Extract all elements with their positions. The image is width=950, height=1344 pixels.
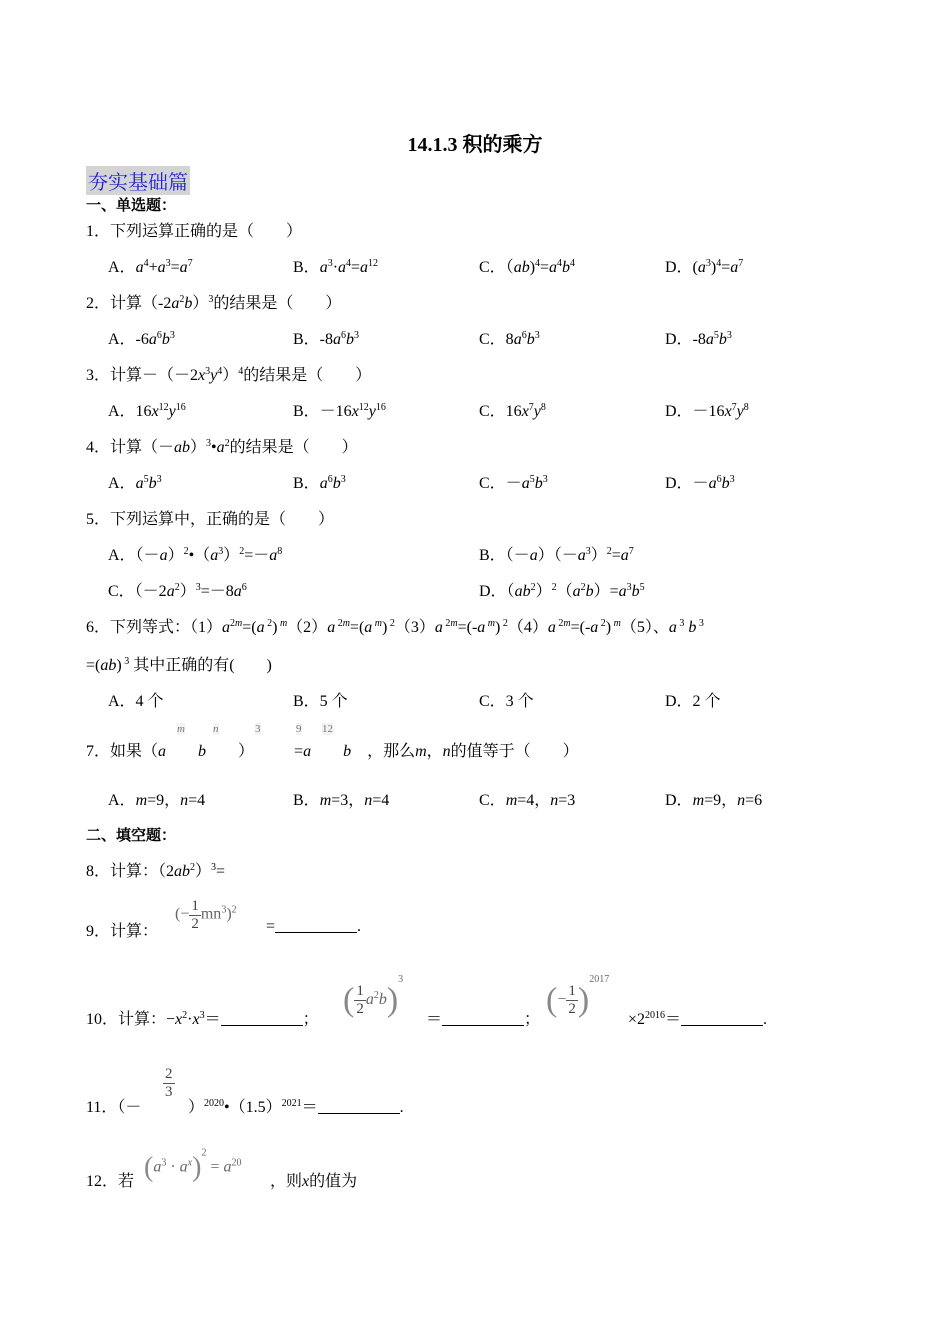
question-3-option-b: B．$-16x^{12}y^{16}$ — [293, 402, 386, 420]
question-4-option-d: D．$-a^6b^3$ — [665, 474, 735, 492]
q10-expression-1: ( $\frac{1}{2}$ $a^2b)^3$ — [343, 974, 404, 1019]
question-4-option-b: B．$a^6b^3$ — [293, 474, 346, 492]
page-title: 14.1.3 积的乘方 — [407, 134, 543, 156]
question-5-stem: 5．下列运算中，正确的是（ ） — [86, 511, 335, 528]
answer-blank[interactable] — [681, 1011, 763, 1026]
q7-exponent-9: 9 — [296, 723, 302, 735]
question-5-option-d: D．$(ab^2)^2(a^2b)=a^3b^5$ — [479, 582, 645, 600]
question-6-option-c: C．3 个 — [479, 693, 534, 710]
answer-blank[interactable] — [442, 1011, 524, 1026]
question-9-stem: 9．计算： — [86, 923, 159, 940]
question-2-option-d: D．$-8a^5b^3$ — [665, 330, 732, 348]
question-5-option-c: C．$(-2a^2)^3=-8a^6$ — [108, 582, 247, 600]
question-5-option-a: A．$(-a)^2•(a^3)^2=-a^8$ — [108, 546, 283, 564]
answer-blank[interactable] — [275, 918, 357, 933]
q7-exponent-n: n — [213, 723, 219, 735]
question-10-stem: 10．计算：$-x^2\cdot x^3=$ ； — [86, 1010, 319, 1028]
q10-expression-2: (− $\frac{1}{2}$ )$^{2017}$ — [546, 974, 610, 1019]
part-heading-fill-in: 二、填空题： — [86, 826, 177, 844]
question-1-option-b: B．$a^3\cdot a^4=a^{12}$ — [293, 258, 379, 276]
question-4-option-a: A．$a^5b^3$ — [108, 474, 162, 492]
question-4-stem: 4．计算$(-ab)^3•a^2$的结果是（ ） — [86, 438, 358, 456]
question-12-tail: ，则x的值为 — [270, 1173, 358, 1190]
q11-fraction: $\frac{2}{3}$ — [165, 1066, 173, 1100]
question-8-stem: 8．计算：$(2ab^2)^3=$ — [86, 862, 226, 880]
question-3-stem: 3．计算$-(-2x^3y^4)^4$的结果是（ ） — [86, 366, 372, 384]
q7-exponent-3: 3 — [255, 723, 261, 735]
question-6-option-d: D．2 个 — [665, 693, 721, 710]
question-2-option-c: C．$8a^6b^3$ — [479, 330, 540, 348]
question-1-stem: 1．下列运算正确的是（ ） — [86, 223, 303, 240]
question-7-option-b: B．m=3，n=4 — [293, 792, 390, 809]
question-1-option-a: A．$a^4+a^3=a^7$ — [108, 258, 193, 276]
question-2-option-a: A．$-6a^6b^3$ — [108, 330, 175, 348]
question-7-option-c: C．m=4，n=3 — [479, 792, 576, 809]
question-1-option-d: D．$(a^3)^4=a^7$ — [665, 258, 744, 276]
question-7-stem: 7．如果（a b ） =a b ，那么m，n的值等于（ ） — [86, 743, 579, 760]
q7-exponent-12: 12 — [322, 723, 333, 735]
question-3-option-c: C．$16x^7y^8$ — [479, 402, 546, 420]
part-heading-single-choice: 一、单选题： — [86, 196, 177, 214]
question-7-option-a: A．m=9，n=4 — [108, 792, 206, 809]
question-6-stem-continued: =(ab) $^3$ 其中正确的有( ) — [86, 656, 272, 674]
answer-blank[interactable] — [318, 1099, 400, 1114]
answer-blank[interactable] — [221, 1011, 303, 1026]
question-3-option-d: D．$-16x^7y^8$ — [665, 402, 749, 420]
question-4-option-c: C．$-a^5b^3$ — [479, 474, 548, 492]
question-2-stem: 2．计算$(-2a^2b)^3$的结果是（ ） — [86, 294, 342, 312]
question-2-option-b: B．$-8a^6b^3$ — [293, 330, 360, 348]
question-1-option-c: C．$(ab)^4=a^4b^4$ — [479, 258, 576, 276]
q12-expression: $(a^3 \cdot a^x)^2 = a^{20}$ — [144, 1147, 242, 1183]
question-10-mid: ＝ ； — [426, 1011, 541, 1028]
question-3-option-a: A．$16x^{12}y^{16}$ — [108, 402, 186, 420]
question-11-stem: 11．（－ — [86, 1099, 142, 1116]
q9-expression: (− $\frac{1}{2}$ $mn^3)^2$ — [175, 898, 237, 932]
question-6-option-b: B．5 个 — [293, 693, 348, 710]
question-12-stem: 12．若 — [86, 1173, 135, 1190]
q7-exponent-m: m — [177, 723, 185, 735]
question-7-option-d: D．m=9，n=6 — [665, 792, 763, 809]
question-9-answer: = . — [266, 918, 362, 935]
question-5-option-b: B．$(-a)(-a^3)^2=a^7$ — [479, 546, 634, 564]
question-11-tail: ）$^{2020}•(1.5)^{2021}=$ . — [188, 1098, 404, 1116]
question-10-tail: $\times 2^{2016}=$ . — [628, 1010, 768, 1028]
question-6-stem: 6．下列等式：$(1)a^{2m}=(a$ $^2$) $^m$（2）a $^{2m}$=(a $^m$) $^2$（3）a $^{2m}$=(-a $^m$) $^2$（4）a $^{2m}$=(-a $^2$) $^m$（5）、a $^3$ b $^3$ — [86, 618, 704, 636]
section-label: 夯实基础篇 — [86, 166, 190, 195]
question-6-option-a: A．4 个 — [108, 693, 164, 710]
